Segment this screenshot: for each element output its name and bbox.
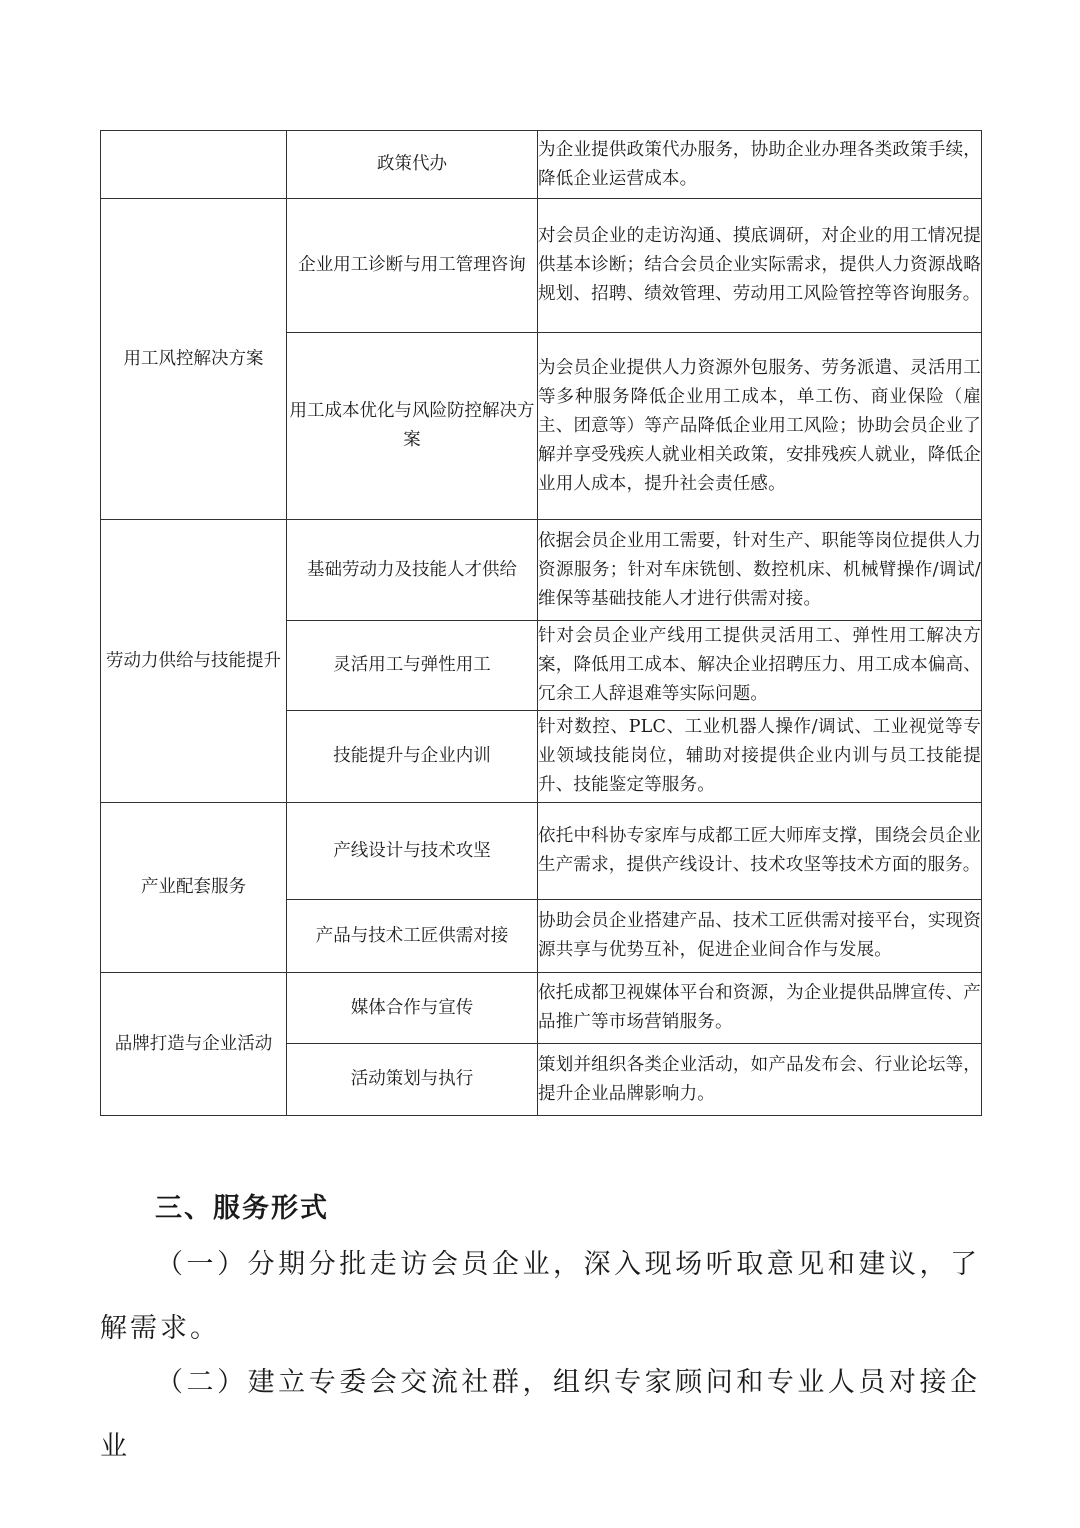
table-row — [101, 803, 982, 900]
category-cell: 产业配套服务 — [101, 803, 287, 973]
table-row — [101, 131, 982, 199]
item-cell: 媒体合作与宣传 — [287, 973, 538, 1044]
services-table — [100, 130, 982, 1116]
table-row — [101, 520, 982, 621]
item-cell: 基础劳动力及技能人才供给 — [287, 520, 538, 621]
body-paragraph: （二）建立专委会交流社群，组织专家顾问和专业人员对接企业 — [100, 1367, 980, 1462]
body-paragraph: （一）分期分批走访会员企业，深入现场听取意见和建议，了解需求。 — [100, 1249, 980, 1344]
description-cell: 对会员企业的走访沟通、摸底调研，对企业的用工情况提供基本诊断；结合会员企业实际需求，提供人力资源战略规划、招聘、绩效管理、劳动用工风险管控等咨询服务。 — [538, 199, 982, 333]
description-cell: 针对会员企业产线用工提供灵活用工、弹性用工解决方案，降低用工成本、解决企业招聘压力、用工成本偏高、冗余工人辞退难等实际问题。 — [538, 621, 982, 711]
item-cell: 企业用工诊断与用工管理咨询 — [287, 199, 538, 333]
item-cell: 产线设计与技术攻坚 — [287, 803, 538, 900]
description-cell: 依托中科协专家库与成都工匠大师库支撑，围绕会员企业生产需求，提供产线设计、技术攻坚等技术方面的服务。 — [538, 803, 982, 900]
category-cell: 用工风控解决方案 — [101, 199, 287, 520]
item-cell: 技能提升与企业内训 — [287, 711, 538, 803]
item-cell: 活动策划与执行 — [287, 1044, 538, 1116]
item-cell: 灵活用工与弹性用工 — [287, 621, 538, 711]
item-cell: 用工成本优化与风险防控解决方案 — [287, 333, 538, 520]
description-cell: 依托成都卫视媒体平台和资源，为企业提供品牌宣传、产品推广等市场营销服务。 — [538, 973, 982, 1044]
category-cell: 劳动力供给与技能提升 — [101, 520, 287, 803]
category-cell — [101, 131, 287, 199]
category-cell: 品牌打造与企业活动 — [101, 973, 287, 1116]
section-heading: 三、服务形式 — [155, 1193, 329, 1224]
description-cell: 为会员企业提供人力资源外包服务、劳务派遣、灵活用工等多种服务降低企业用工成本，单工伤、商业保险（雇主、团意等）等产品降低企业用工风险；协助会员企业了解并享受残疾人就业相关政策，安排残疾人就业，降低企业用人成本，提升社会责任感。 — [538, 333, 982, 520]
item-cell: 政策代办 — [287, 131, 538, 199]
description-cell: 为企业提供政策代办服务，协助企业办理各类政策手续，降低企业运营成本。 — [538, 131, 982, 199]
description-cell: 依据会员企业用工需要，针对生产、职能等岗位提供人力资源服务；针对车床铣刨、数控机床、机械臂操作/调试/维保等基础技能人才进行供需对接。 — [538, 520, 982, 621]
description-cell: 协助会员企业搭建产品、技术工匠供需对接平台，实现资源共享与优势互补，促进企业间合作与发展。 — [538, 900, 982, 973]
table-row — [101, 973, 982, 1044]
table-row — [101, 199, 982, 333]
item-cell: 产品与技术工匠供需对接 — [287, 900, 538, 973]
description-cell: 针对数控、PLC、工业机器人操作/调试、工业视觉等专业领域技能岗位，辅助对接提供企业内训与员工技能提升、技能鉴定等服务。 — [538, 711, 982, 803]
description-cell: 策划并组织各类企业活动，如产品发布会、行业论坛等，提升企业品牌影响力。 — [538, 1044, 982, 1116]
